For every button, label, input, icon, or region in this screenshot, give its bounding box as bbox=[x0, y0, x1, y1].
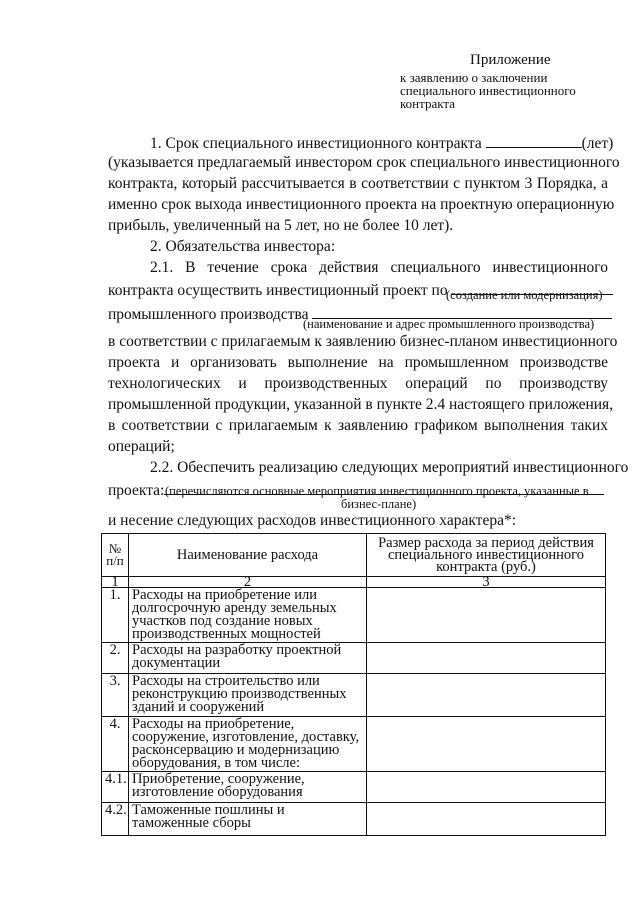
appendix-subtitle-line: к заявлению о заключении bbox=[400, 70, 548, 85]
row-num: 2. bbox=[102, 643, 129, 674]
index-cell: 2 bbox=[129, 577, 367, 588]
p21-hint2: (наименование и адрес промышленного производства) bbox=[303, 317, 595, 331]
section1-line1 bbox=[150, 133, 613, 153]
row-amount bbox=[367, 772, 606, 803]
p21-body-line: проекта и организовать выполнение на промышленном производстве bbox=[108, 354, 608, 371]
header-num: № п/п bbox=[102, 534, 129, 577]
row-num: 4. bbox=[102, 717, 129, 772]
section1-line3: контракта, который рассчитывается в соответствии с пунктом 3 Порядка, а bbox=[108, 175, 608, 192]
appendix-subtitle-line: специального инвестиционного bbox=[400, 83, 576, 98]
table-row bbox=[102, 717, 606, 772]
p21-last-line: операций; bbox=[108, 438, 175, 455]
index-cell: 1 bbox=[102, 577, 129, 588]
row-name: Расходы на приобретение, сооружение, изготовление, доставку, расконсервацию и модернизацию оборудования, в том числе: bbox=[129, 717, 367, 772]
row-amount bbox=[367, 717, 606, 772]
row-name: Приобретение, сооружение, изготовление оборудования bbox=[129, 772, 367, 803]
p21-line2-text: контракта осуществить инвестиционный проект по bbox=[108, 282, 448, 299]
section1-line4: именно срок выхода инвестиционного проекта на проектную операционную bbox=[108, 196, 615, 213]
table-row bbox=[102, 674, 606, 717]
table-row bbox=[102, 588, 606, 643]
row-amount bbox=[367, 643, 606, 674]
p21-line1: 2.1. В течение срока действия специального инвестиционного bbox=[150, 259, 608, 276]
row-name: Таможенные пошлины и таможенные сборы bbox=[129, 803, 367, 836]
table-header-row bbox=[102, 534, 606, 577]
p21-line3-text: промышленного производства bbox=[108, 306, 309, 323]
header-amount: Размер расхода за период действия специального инвестиционного контракта (руб.) bbox=[367, 534, 606, 577]
table-row bbox=[102, 643, 606, 674]
appendix-subtitle-line: контракта bbox=[400, 96, 455, 111]
p22-hint-line2: бизнес-плане) bbox=[341, 497, 417, 511]
row-amount bbox=[367, 588, 606, 643]
row-num: 3. bbox=[102, 674, 129, 717]
table-index-row bbox=[102, 577, 606, 588]
index-cell: 3 bbox=[367, 577, 606, 588]
section1-line2: (указывается предлагаемый инвестором срок специального инвестиционного bbox=[108, 154, 620, 171]
table-row bbox=[102, 803, 606, 836]
section1-line5: прибыль, увеличенный на 5 лет, но не более 10 лет). bbox=[108, 217, 454, 234]
p22-hint-line1: (перечисляются основные мероприятия инвестиционного проекта, указанные в bbox=[165, 484, 589, 498]
p21-body-line: технологических и производственных операций по производству bbox=[108, 375, 608, 392]
row-amount bbox=[367, 803, 606, 836]
table-row bbox=[102, 772, 606, 803]
header-name: Наименование расхода bbox=[129, 534, 367, 577]
p21-hint1: (создание или модернизация) bbox=[446, 288, 603, 302]
row-name: Расходы на разработку проектной документации bbox=[129, 643, 367, 674]
row-num: 4.2. bbox=[102, 803, 129, 836]
row-num: 1. bbox=[102, 588, 129, 643]
section2-heading: 2. Обязательства инвестора: bbox=[150, 238, 336, 255]
row-name: Расходы на приобретение или долгосрочную аренду земельных участков под создание новых производственных мощностей bbox=[129, 588, 367, 643]
row-amount bbox=[367, 674, 606, 717]
p22-line2-text: проекта: bbox=[108, 482, 165, 499]
p21-body-line: в соответствии с прилагаемым к заявлению бизнес-планом инвестиционного bbox=[108, 333, 618, 350]
appendix-title: Приложение bbox=[470, 52, 551, 68]
contract-term-label: 1. Срок специального инвестиционного контракта bbox=[150, 135, 482, 152]
appendix-subtitle bbox=[400, 71, 600, 110]
expenses-table bbox=[101, 533, 606, 836]
p22-line3: и несение следующих расходов инвестиционного характера*: bbox=[108, 512, 517, 529]
contract-term-blank bbox=[486, 133, 582, 148]
p22-line1: 2.2. Обеспечить реализацию следующих мероприятий инвестиционного bbox=[150, 459, 629, 476]
p21-body-line: промышленной продукции, указанной в пункте 2.4 настоящего приложения, bbox=[108, 396, 614, 413]
contract-term-unit: (лет) bbox=[581, 135, 614, 152]
row-num: 4.1. bbox=[102, 772, 129, 803]
row-name: Расходы на строительство или реконструкцию производственных зданий и сооружений bbox=[129, 674, 367, 717]
p21-body-line: в соответствии с прилагаемым к заявлению графиком выполнения таких bbox=[108, 417, 608, 434]
